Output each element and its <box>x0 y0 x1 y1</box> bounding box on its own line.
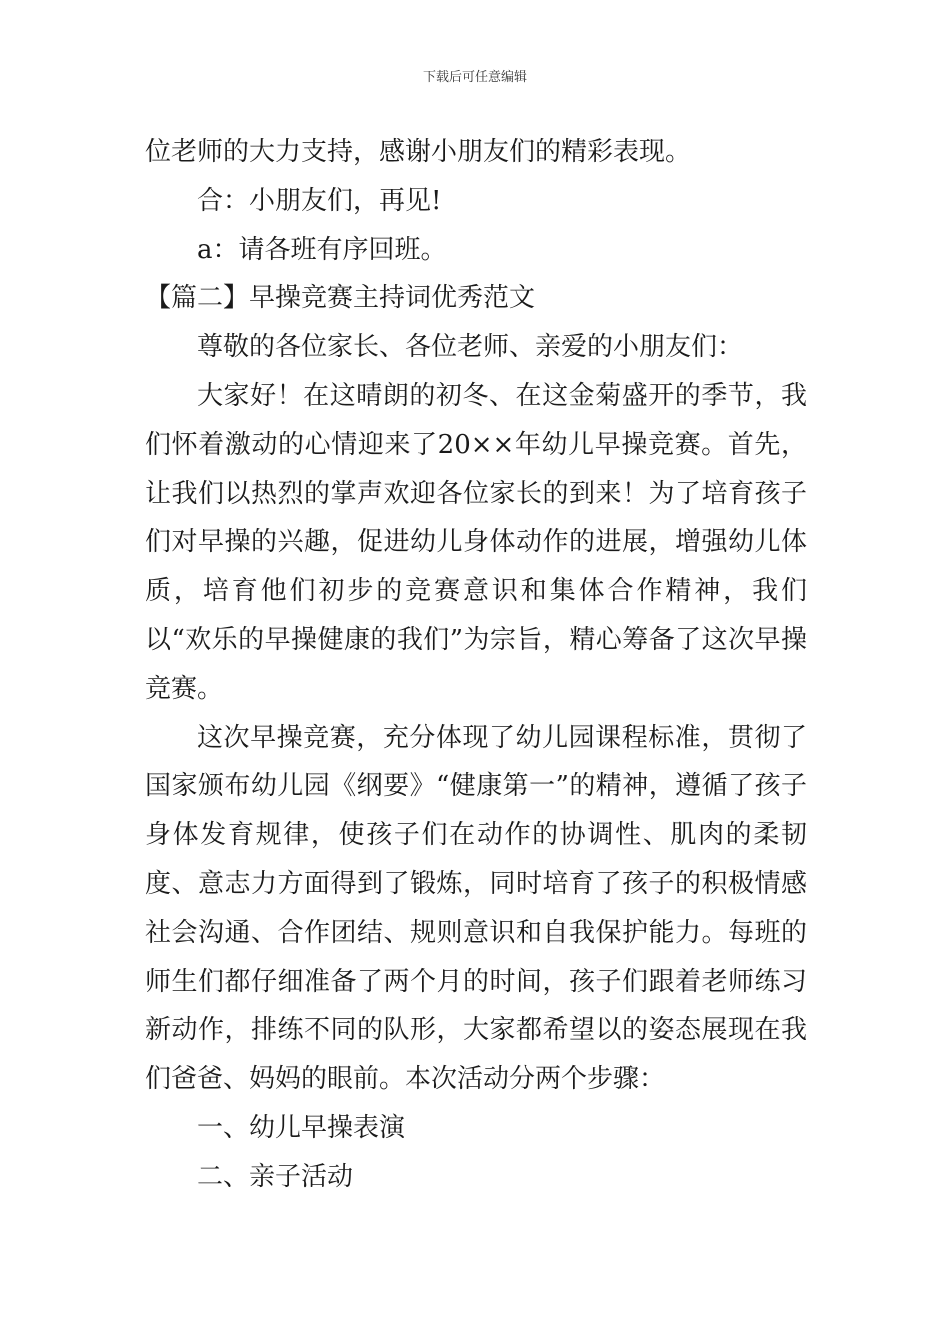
paragraph-description: 这次早操竞赛，充分体现了幼儿园课程标准，贯彻了国家颁布幼儿园《纲要》“健康第一”的精神，遵循了孩子身体发育规律，使孩子们在动作的协调性、肌肉的柔韧度、意志力方面得到了锻炼，同时培育了孩子的积极情感社会沟通、合作团结、规则意识和自我保护能力。每班的师生们都仔细准备了两个月的时间，孩子们跟着老师练习新动作，排练不同的队形，大家都希望以的姿态展现在我们爸爸、妈妈的眼前。本次活动分两个步骤： <box>145 722 807 1095</box>
list-item-step-two: 二、亲子活动 <box>197 1161 354 1192</box>
paragraph-greeting: 尊敬的各位家长、各位老师、亲爱的小朋友们： <box>197 332 744 363</box>
paragraph-welcome: 大家好！在这晴朗的初冬、在这金菊盛开的季节，我们怀着激动的心情迎来了20××年幼儿早操竞赛。首先，让我们以热烈的掌声欢迎各位家长的到来！为了培育孩子们对早操的兴趣，促进幼儿身体动作的进展，增强幼儿体质，培育他们初步的竞赛意识和集体合作精神，我们以“欢乐的早操健康的我们”为宗旨，精心筹备了这次早操竞赛。 <box>145 380 807 704</box>
section-title: 【篇二】早操竞赛主持词优秀范文 <box>145 283 536 314</box>
document-body <box>145 128 807 1202</box>
paragraph-continuation: 位老师的大力支持，感谢小朋友们的精彩表现。 <box>145 137 692 167</box>
paragraph-farewell: 合：小朋友们，再见! <box>197 185 442 216</box>
page-header-note: 下载后可任意编辑 <box>422 70 527 85</box>
paragraph-dismissal: a：请各班有序回班。 <box>197 234 447 265</box>
list-item-step-one: 一、幼儿早操表演 <box>197 1112 406 1143</box>
